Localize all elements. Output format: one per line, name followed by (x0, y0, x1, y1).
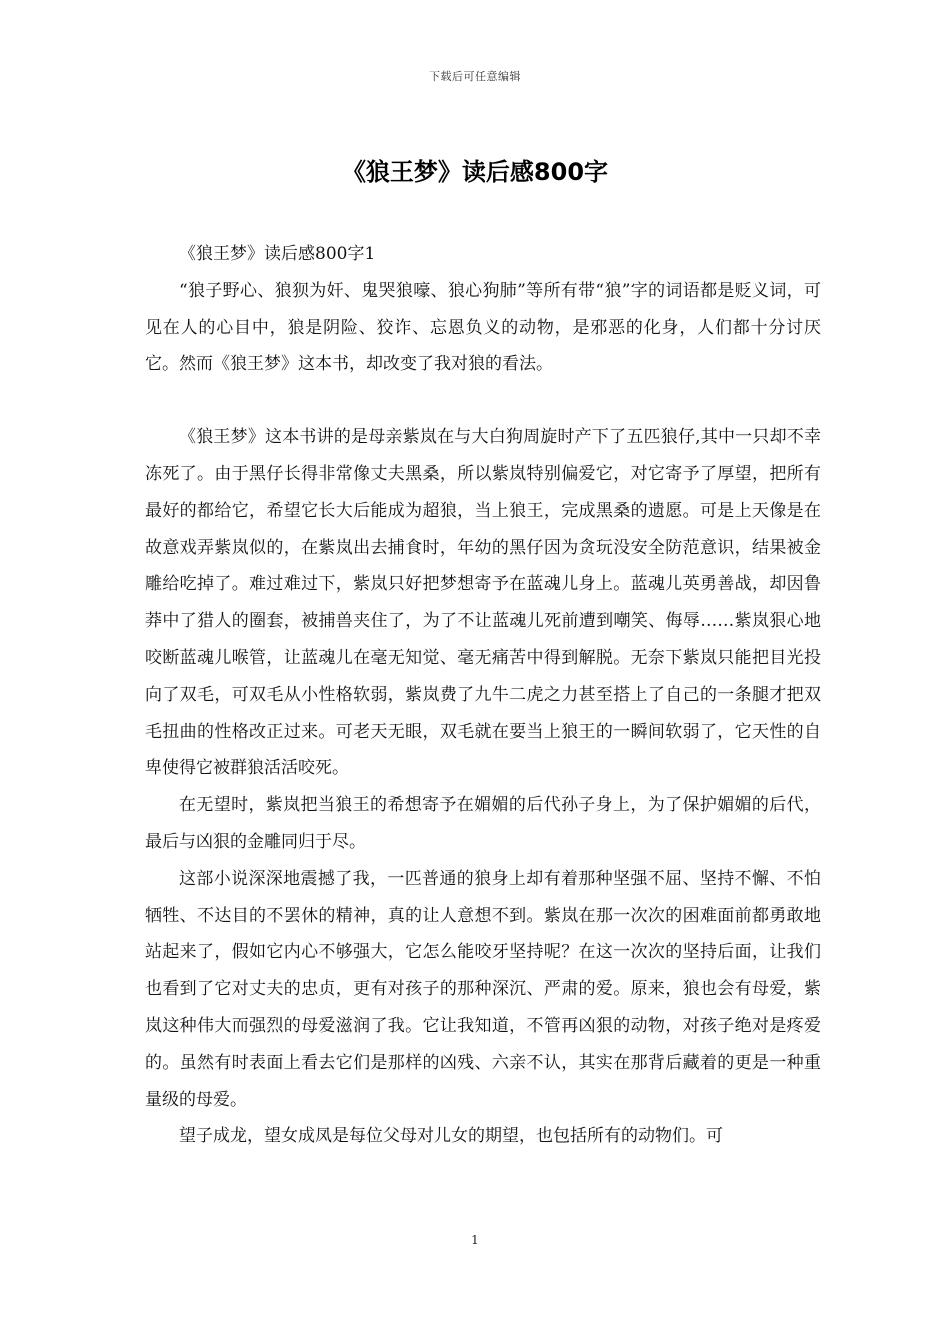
body-text (145, 236, 821, 1155)
header-note: 下载后可任意编辑 (429, 70, 521, 83)
paragraph: 这部小说深深地震撼了我，一匹普通的狼身上却有着那种坚强不屈、坚持不懈、不怕牺牲、不达目的不罢休的精神，真的让人意想不到。紫岚在那一次次的困难面前都勇敢地站起来了，假如它内心不够强大，它怎么能咬牙坚持呢？在这一次次的坚持后面，让我们也看到了它对丈夫的忠贞，更有对孩子的那种深沉、严肃的爱。原来，狼也会有母爱，紫岚这种伟大而强烈的母爱滋润了我。它让我知道，不管再凶狠的动物，对孩子绝对是疼爱的。虽然有时表面上看去它们是那样的凶残、六亲不认，其实在那背后藏着的更是一种重量级的母爱。 (145, 868, 821, 1110)
section-heading: 《狼王梦》读后感800字1 (179, 244, 376, 264)
paragraph: 在无望时，紫岚把当狼王的希想寄予在媚媚的后代孙子身上，为了保护媚媚的后代，最后与凶狠的金雕同归于尽。 (145, 795, 821, 852)
paragraph: 望子成龙，望女成凤是每位父母对儿女的期望，也包括所有的动物们。可 (179, 1126, 723, 1147)
document-title: 《狼王梦》读后感800字 (341, 158, 609, 186)
paragraph: “狼子野心、狼狈为奸、鬼哭狼嚎、狼心狗肺”等所有带“狼”字的词语都是贬义词，可见在人的心目中，狼是阴险、狡诈、忘恩负义的动物，是邪恶的化身，人们都十分讨厌它。然而《狼王梦》这本书，却改变了我对狼的看法。 (145, 280, 821, 375)
page-number: 1 (471, 1233, 479, 1247)
paragraph: 《狼王梦》这本书讲的是母亲紫岚在与大白狗周旋时产下了五匹狼仔,其中一只却不幸冻死了。由于黑仔长得非常像丈夫黑桑，所以紫岚特别偏爱它，对它寄予了厚望，把所有最好的都给它，希望它长大后能成为超狼，当上狼王，完成黑桑的遗愿。可是上天像是在故意戏弄紫岚似的，在紫岚出去捕食时，年幼的黑仔因为贪玩没安全防范意识，结果被金雕给吃掉了。难过难过下，紫岚只好把梦想寄予在蓝魂儿身上。蓝魂儿英勇善战，却因鲁莽中了猎人的圈套，被捕兽夹住了，为了不让蓝魂儿死前遭到嘲笑、侮辱……紫岚狠心地咬断蓝魂儿喉管，让蓝魂儿在毫无知觉、毫无痛苦中得到解脱。无奈下紫岚只能把目光投向了双毛，可双毛从小性格软弱，紫岚费了九牛二虎之力甚至搭上了自己的一条腿才把双毛扭曲的性格改正过来。可老天无眼，双毛就在要当上狼王的一瞬间软弱了，它天性的自卑使得它被群狼活活咬死。 (145, 427, 821, 779)
